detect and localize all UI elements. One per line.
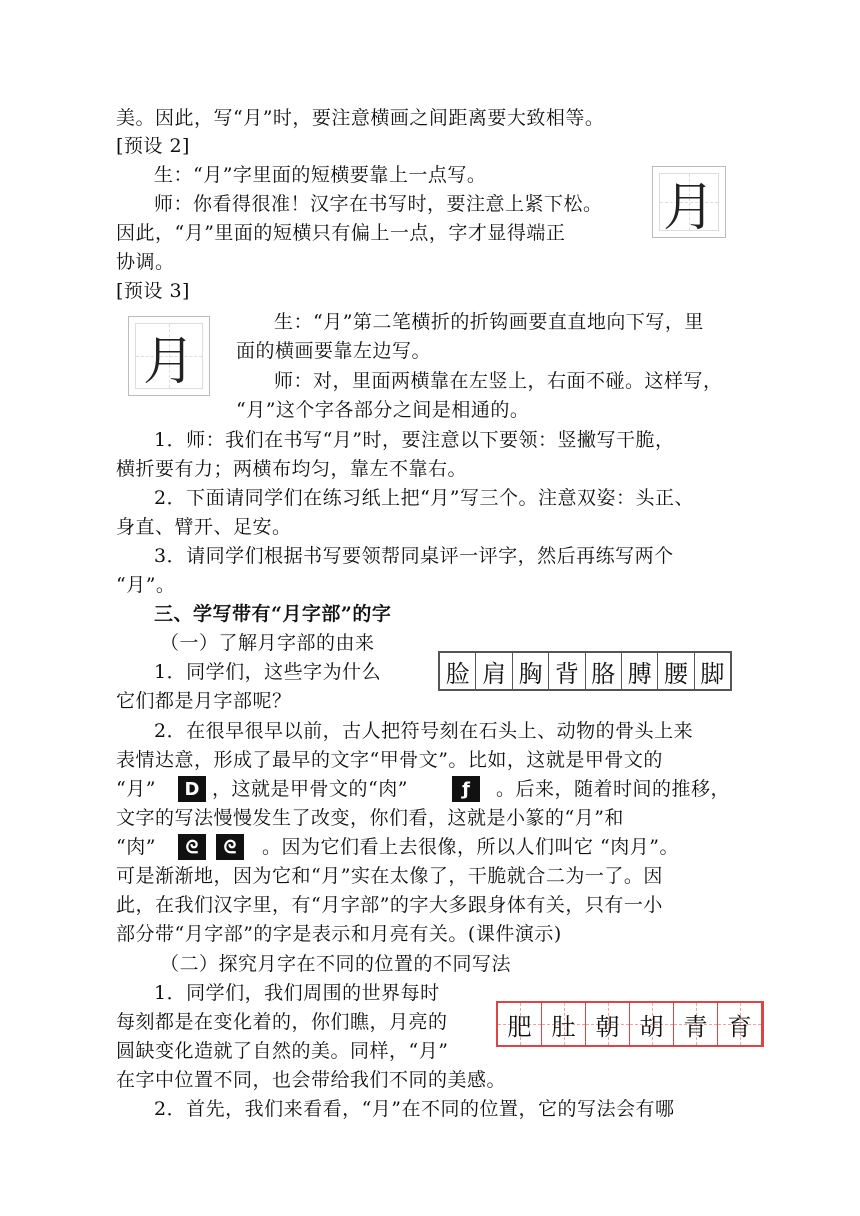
- strip-character: 胡: [630, 1003, 674, 1045]
- text-line: 面的横画要靠左边写。: [236, 340, 432, 362]
- yue-character: 月: [662, 177, 715, 238]
- strip-character: 膊: [622, 653, 658, 689]
- text-line: 1．同学们，这些字为什么: [154, 661, 382, 683]
- subsection-heading: （一）了解月字部的由来: [160, 632, 375, 654]
- strip-character: 肩: [476, 653, 512, 689]
- character-strip-body-parts: [438, 651, 732, 691]
- strip-character: 朝: [586, 1003, 630, 1045]
- text-line: 2．下面请同学们在练习纸上把“月”写三个。注意双姿：头正、: [154, 487, 695, 509]
- text-line: 文字的写法慢慢发生了改变，你们看，这就是小篆的“月”和: [116, 807, 624, 829]
- section-heading: 三、学写带有“月字部”的字: [154, 603, 392, 625]
- text-line: 。因为它们看上去很像，所以人们叫它 “肉月”。: [262, 836, 679, 858]
- yue-character-image: [652, 166, 726, 238]
- text-line: 生：“月”第二笔横折的折钩画要直直地向下写，里: [274, 311, 704, 333]
- text-line: 圆缺变化造就了自然的美。同样，“月”: [116, 1040, 449, 1062]
- text-line: 横折要有力；两横布均匀，靠左不靠右。: [116, 458, 468, 480]
- preset-label: [预设 2]: [116, 135, 190, 157]
- text-line: 部分带“月字部”的字是表示和月亮有关。(课件演示): [116, 923, 562, 945]
- text-line: 身直、臂开、足安。: [116, 516, 292, 538]
- strip-character: 腰: [658, 653, 694, 689]
- strip-character: 肚: [542, 1003, 586, 1045]
- strip-character: 背: [549, 653, 585, 689]
- text-line: ，这就是甲骨文的“肉”: [212, 778, 408, 800]
- text-line: “月”。: [116, 574, 176, 596]
- text-line: “月”这个字各部分之间是相通的。: [236, 399, 530, 421]
- text-line: 在字中位置不同，也会带给我们不同的美感。: [116, 1069, 507, 1091]
- text-line: 每刻都是在变化着的，你们瞧，月亮的: [116, 1011, 448, 1033]
- text-line: “月”: [116, 778, 156, 800]
- seal-script-yue-image: ᘓ: [178, 834, 206, 860]
- text-line: “肉”: [116, 836, 156, 858]
- strip-character: 胸: [513, 653, 549, 689]
- text-line: 生：“月”字里面的短横要靠上一点写。: [154, 164, 487, 186]
- strip-character: 胳: [586, 653, 622, 689]
- text-line: 1．同学们，我们周围的世界每时: [154, 982, 440, 1004]
- text-line: 师：你看得很准！汉字在书写时，要注意上紧下松。: [154, 193, 603, 215]
- oracle-bone-rou-image: ƒ: [452, 776, 480, 802]
- oracle-bone-yue-image: D: [178, 776, 206, 802]
- text-line: 师：对，里面两横靠在左竖上，右面不碰。这样写，: [274, 370, 723, 392]
- text-line: 2．首先，我们来看看，“月”在不同的位置，它的写法会有哪: [154, 1098, 675, 1120]
- strip-character: 肥: [498, 1003, 542, 1045]
- text-line: 2．在很早很早以前，古人把符号刻在石头上、动物的骨头上来: [154, 720, 694, 742]
- text-line: 1．师：我们在书写“月”时，要注意以下要领：竖撇写干脆，: [154, 429, 675, 451]
- strip-character: 青: [674, 1003, 718, 1045]
- strip-character: 育: [718, 1003, 762, 1045]
- text-line: 可是渐渐地，因为它和“月”实在太像了，干脆就合二为一了。因: [116, 865, 663, 887]
- seal-script-rou-image: ᘓ: [216, 834, 244, 860]
- text-line: 美。因此，写“月”时，要注意横画之间距离要大致相等。: [116, 107, 605, 129]
- preset-label: [预设 3]: [116, 280, 190, 302]
- text-line: 它们都是月字部呢？: [116, 690, 292, 712]
- yue-character: 月: [142, 331, 195, 392]
- text-line: 。后来，随着时间的推移，: [496, 778, 731, 800]
- yue-character-image-2: [128, 316, 210, 396]
- text-line: 协调。: [116, 251, 175, 273]
- text-line: 3．请同学们根据书写要领帮同桌评一评字，然后再练写两个: [154, 545, 674, 567]
- text-line: 表情达意，形成了最早的文字“甲骨文”。比如，这就是甲骨文的: [116, 749, 663, 771]
- strip-character: 脚: [700, 659, 725, 688]
- character-strip-yue-positions: [496, 1001, 764, 1047]
- strip-character: 脸: [440, 653, 476, 689]
- text-line: 因此，“月”里面的短横只有偏上一点，字才显得端正: [116, 222, 566, 244]
- text-line: 此，在我们汉字里，有“月字部”的字大多跟身体有关，只有一小: [116, 894, 663, 916]
- subsection-heading: （二）探究月字在不同的位置的不同写法: [160, 953, 512, 975]
